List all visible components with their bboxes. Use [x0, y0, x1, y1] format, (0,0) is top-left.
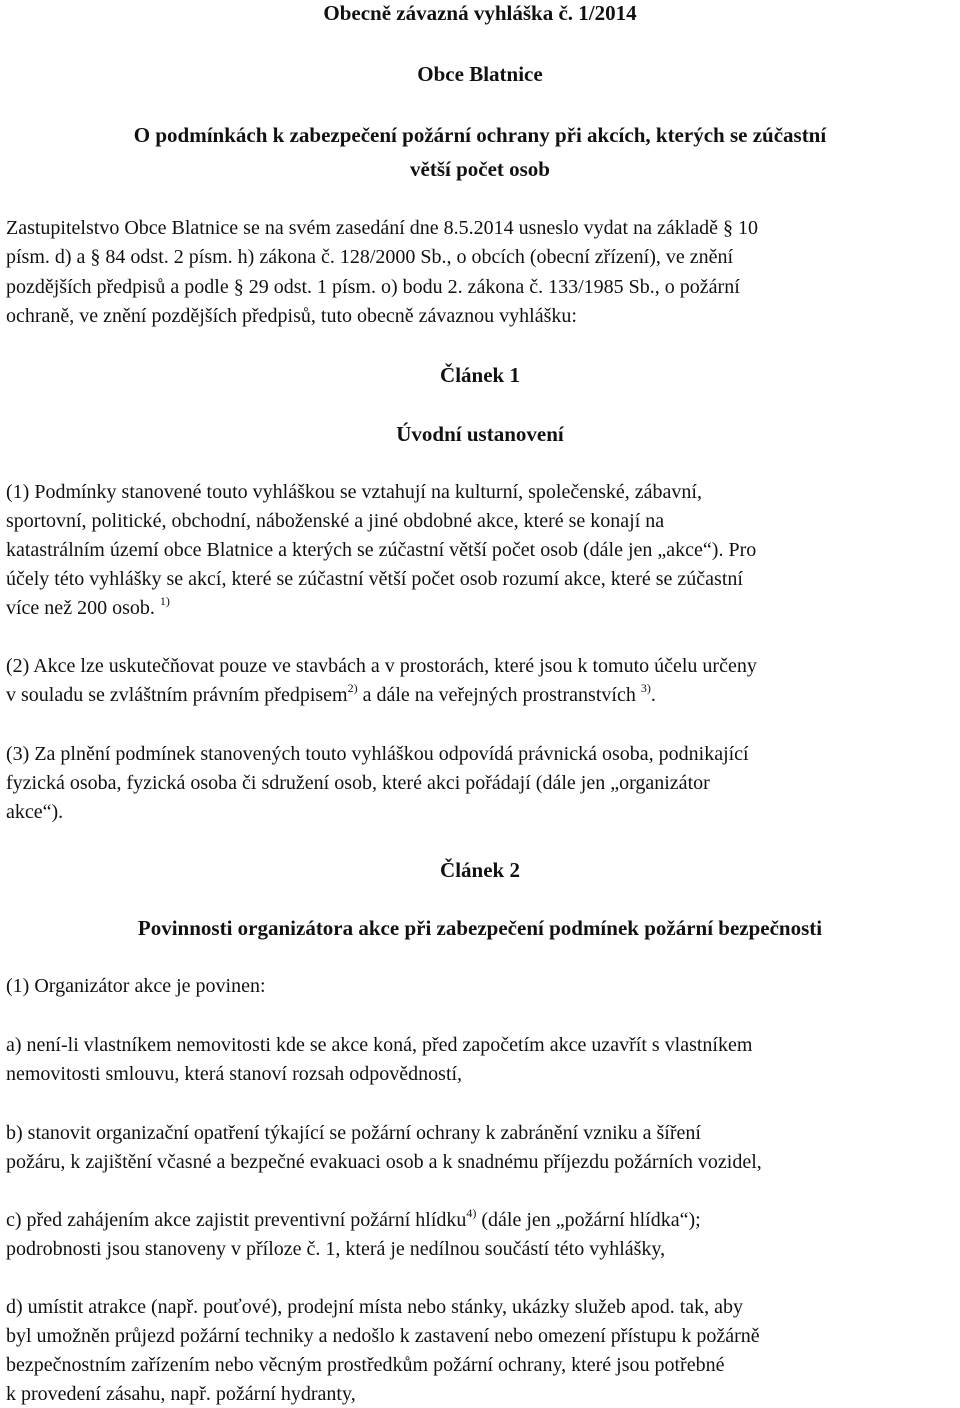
paragraph-text: více než 200 osob.	[6, 597, 155, 619]
paragraph-line: k provedení zásahu, např. požární hydranty,	[6, 1383, 356, 1405]
paragraph-text: a dále na veřejných prostranstvích	[357, 684, 636, 706]
preamble-line: ochraně, ve znění pozdějších předpisů, tuto obecně závaznou vyhlášku:	[6, 305, 577, 327]
paragraph-line: požáru, k zajištění včasné a bezpečné evakuaci osob a k snadnému příjezdu požárních vozidel,	[6, 1151, 762, 1173]
article-2-title: Povinnosti organizátora akce při zabezpečení podmínek požární bezpečnosti	[137, 916, 823, 940]
footnote-ref: 2)	[347, 681, 358, 695]
paragraph-line: účely této vyhlášky se akcí, které se zúčastní větší počet osob rozumí akce, které se zúčastní	[6, 568, 743, 590]
paragraph-line: sportovní, politické, obchodní, náboženské a jiné obdobné akce, které se konají na	[6, 510, 665, 532]
article-2-intro: (1) Organizátor akce je povinen:	[6, 975, 266, 997]
article-1-title: Úvodní ustanovení	[396, 422, 564, 446]
municipality-name: Obce Blatnice	[417, 62, 543, 86]
footnote-ref: 4)	[466, 1206, 477, 1220]
paragraph-line: podrobnosti jsou stanoveny v příloze č. 1, která je nedílnou součástí této vyhlášky,	[6, 1238, 666, 1260]
footnote-ref: 1)	[159, 594, 170, 608]
paragraph-line: d) umístit atrakce (např. pouťové), prodejní místa nebo stánky, ukázky služeb apod. tak, aby	[6, 1296, 744, 1318]
preamble-line: písm. d) a § 84 odst. 2 písm. h) zákona č. 128/2000 Sb., o obcích (obecní zřízení), ve znění	[6, 246, 734, 268]
paragraph-line: byl umožněn průjezd požární techniky a nedošlo k zastavení nebo omezení přístupu k požárně	[6, 1325, 760, 1347]
paragraph-line: nemovitosti smlouvu, která stanoví rozsah odpovědností,	[6, 1063, 463, 1085]
paragraph-text: .	[650, 684, 656, 706]
paragraph-line	[6, 1206, 954, 1231]
paragraph-line: bezpečnostním zařízením nebo věcným prostředkům požární ochrany, které jsou potřebné	[6, 1354, 725, 1376]
subject-line-1: O podmínkách k zabezpečení požární ochrany při akcích, kterých se zúčastní	[133, 123, 827, 147]
paragraph-text: (dále jen „požární hlídka“);	[476, 1209, 701, 1231]
paragraph-text: v souladu se zvláštním právním předpisem	[6, 684, 348, 706]
subject-line-2: větší počet osob	[410, 157, 550, 181]
paragraph-line: a) není-li vlastníkem nemovitosti kde se akce koná, před započetím akce uzavřít s vlastníkem	[6, 1034, 753, 1056]
paragraph-text: c) před zahájením akce zajistit preventivní požární hlídku	[6, 1209, 467, 1231]
article-2-heading: Článek 2	[440, 858, 520, 882]
paragraph-line: akce“).	[6, 801, 64, 823]
paragraph-line: (1) Podmínky stanovené touto vyhláškou se vztahují na kulturní, společenské, zábavní,	[6, 481, 702, 503]
footnote-ref: 3)	[640, 681, 651, 695]
paragraph-line: b) stanovit organizační opatření týkající se požární ochrany k zabránění vzniku a šíření	[6, 1122, 701, 1144]
paragraph-line: katastrálním území obce Blatnice a kterých se zúčastní větší počet osob (dále jen „akce“). Pro	[6, 539, 757, 561]
preamble-line: Zastupitelstvo Obce Blatnice se na svém zasedání dne 8.5.2014 usneslo vydat na základě § 10	[6, 217, 759, 239]
article-1-heading: Článek 1	[440, 363, 520, 387]
paragraph-line: (2) Akce lze uskutečňovat pouze ve stavbách a v prostorách, které jsou k tomuto účelu určeny	[6, 655, 757, 677]
paragraph-line: fyzická osoba, fyzická osoba či sdružení osob, které akci pořádají (dále jen „organizátor	[6, 772, 710, 794]
paragraph-line: (3) Za plnění podmínek stanovených touto vyhláškou odpovídá právnická osoba, podnikající	[6, 743, 749, 765]
preamble-line: pozdějších předpisů a podle § 29 odst. 1 písm. o) bodu 2. zákona č. 133/1985 Sb., o požární	[6, 276, 740, 298]
paragraph-line	[6, 594, 954, 619]
paragraph-line	[6, 681, 954, 706]
document-title: Obecně závazná vyhláška č. 1/2014	[323, 1, 637, 25]
